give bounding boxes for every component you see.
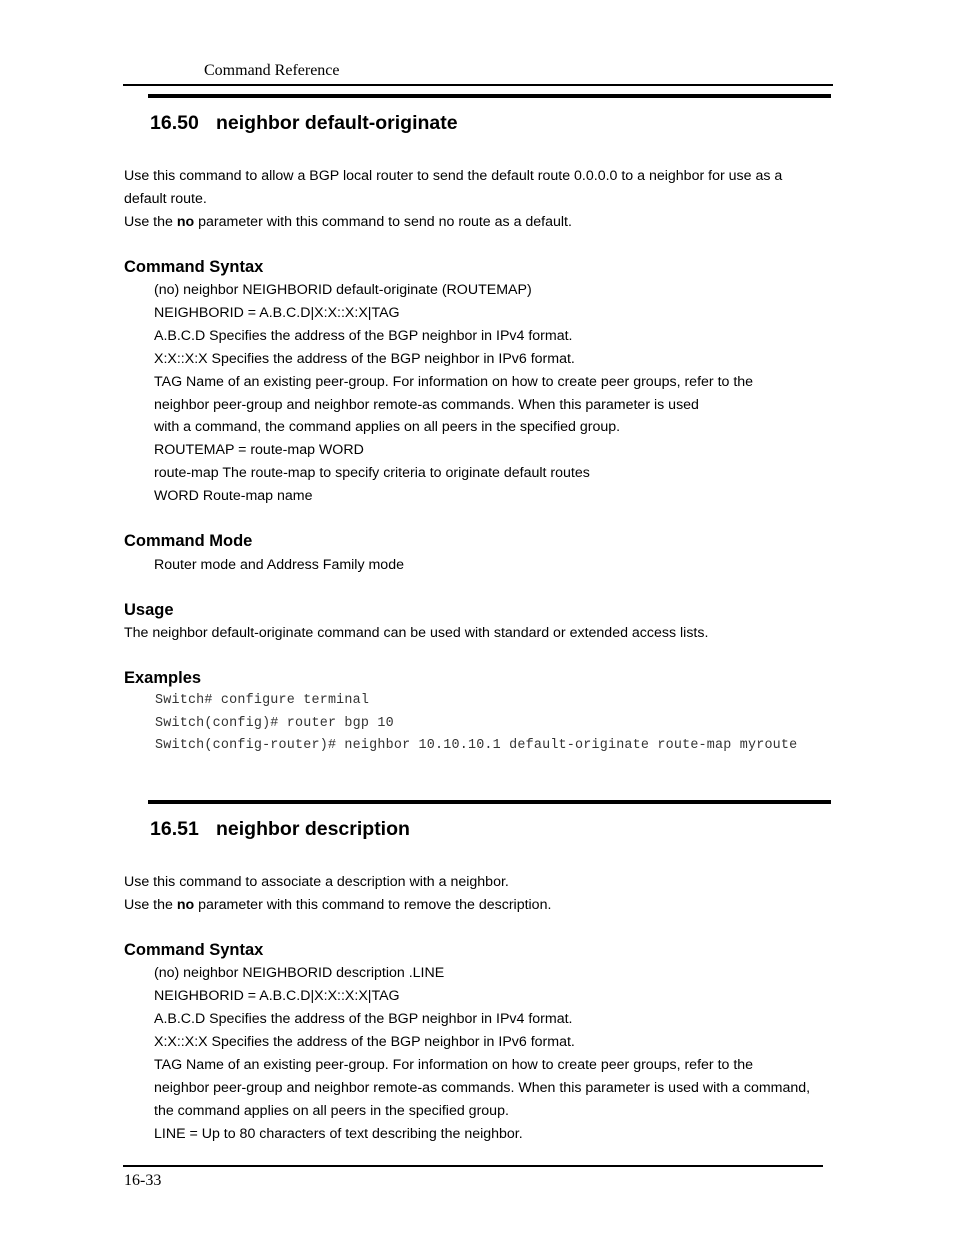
syntax-line: the command applies on all peers in the specified group. [154, 1103, 509, 1119]
section-title [150, 112, 458, 135]
subheading-command-syntax: Command Syntax [124, 258, 264, 276]
syntax-line: ROUTEMAP = route-map WORD [154, 442, 364, 458]
syntax-line: LINE = Up to 80 characters of text describing the neighbor. [154, 1126, 523, 1142]
intro-text: default route. [124, 191, 207, 207]
command-mode-text: Router mode and Address Family mode [154, 557, 404, 573]
example-code-line: Switch(config-router)# neighbor 10.10.10.1 default-originate route-map myroute [155, 738, 798, 753]
page-number: 16-33 [124, 1172, 162, 1189]
example-code-line: Switch(config)# router bgp 10 [155, 716, 394, 731]
section-heading-text: neighbor description [216, 818, 410, 840]
intro-text: Use this command to allow a BGP local router to send the default route 0.0.0.0 to a neighbor for use as a [124, 168, 783, 184]
syntax-line: NEIGHBORID = A.B.C.D|X:X::X:X|TAG [154, 988, 400, 1004]
no-parameter-text: Use the no parameter with this command to send no route as a default. [124, 214, 572, 230]
no-parameter-text: Use the no parameter with this command to remove the description. [124, 897, 552, 913]
syntax-line: WORD Route-map name [154, 488, 313, 504]
syntax-line: with a command, the command applies on all peers in the specified group. [154, 419, 621, 435]
syntax-line: TAG Name of an existing peer-group. For information on how to create peer groups, refer to the [154, 374, 754, 390]
no-keyword: no [176, 897, 195, 913]
section-number: 16.51 [150, 818, 199, 840]
syntax-line: TAG Name of an existing peer-group. For information on how to create peer groups, refer to the [154, 1057, 754, 1073]
syntax-line: X:X::X:X Specifies the address of the BGP neighbor in IPv6 format. [154, 1034, 575, 1050]
no-keyword: no [176, 214, 195, 230]
syntax-line: (no) neighbor NEIGHBORID description .LINE [154, 965, 445, 981]
intro-text: Use this command to associate a description with a neighbor. [124, 874, 509, 890]
syntax-line: neighbor peer-group and neighbor remote-as commands. When this parameter is used with a command, [154, 1080, 811, 1096]
syntax-line: A.B.C.D Specifies the address of the BGP neighbor in IPv4 format. [154, 1011, 573, 1027]
footer-rule [123, 1165, 823, 1167]
section-title [150, 818, 410, 841]
section-rule [148, 94, 831, 98]
usage-text: The neighbor default-originate command can be used with standard or extended access lists. [124, 625, 709, 641]
section-number: 16.50 [150, 112, 199, 134]
syntax-line: neighbor peer-group and neighbor remote-as commands. When this parameter is used [154, 397, 699, 413]
subheading-command-syntax: Command Syntax [124, 941, 264, 959]
section-heading-text: neighbor default-originate [216, 112, 458, 134]
syntax-line: A.B.C.D Specifies the address of the BGP neighbor in IPv4 format. [154, 328, 573, 344]
subheading-command-mode: Command Mode [124, 532, 253, 550]
syntax-line: (no) neighbor NEIGHBORID default-originate (ROUTEMAP) [154, 282, 532, 298]
running-header: Command Reference [204, 62, 340, 79]
example-code-line: Switch# configure terminal [155, 693, 370, 708]
subheading-usage: Usage [124, 601, 174, 619]
subheading-examples: Examples [124, 669, 202, 687]
syntax-line: NEIGHBORID = A.B.C.D|X:X::X:X|TAG [154, 305, 400, 321]
syntax-line: X:X::X:X Specifies the address of the BGP neighbor in IPv6 format. [154, 351, 575, 367]
syntax-line: route-map The route-map to specify criteria to originate default routes [154, 465, 590, 481]
header-rule [123, 84, 833, 86]
section-rule [148, 800, 831, 804]
